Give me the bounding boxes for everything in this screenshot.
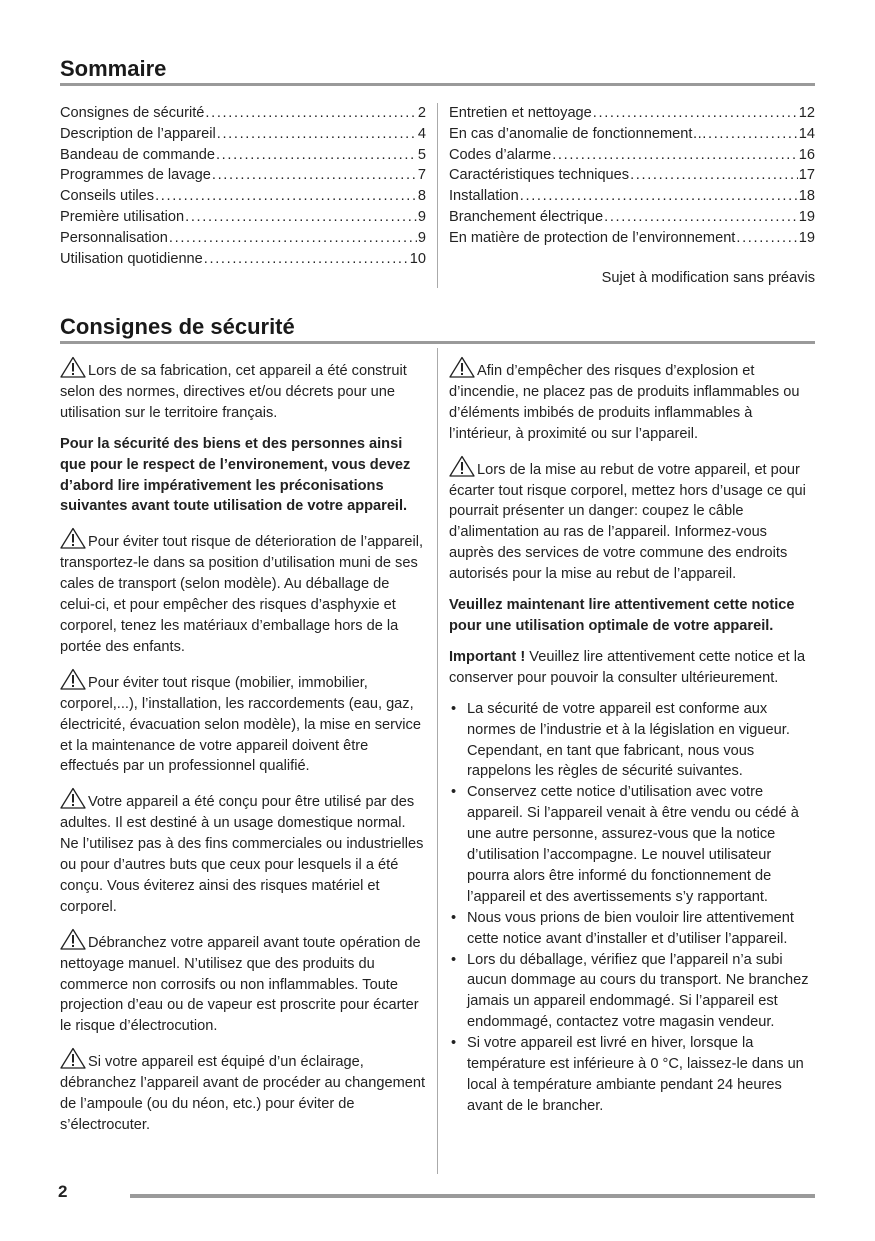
toc-entry-page: 16	[798, 146, 815, 163]
toc-title: Sommaire	[60, 56, 167, 81]
toc-entry-page: 9	[417, 229, 426, 246]
safety-bullet-list	[449, 699, 815, 1117]
toc-leader-dots	[708, 124, 798, 145]
toc-entry	[449, 124, 815, 145]
safety-paragraph: Votre appareil a été conçu pour être utilisé par des adultes. Il est destiné à un usage domestique normal. Ne l’utilisez pas à des fins commerciales ou industrielles ou pour d’autres buts que ceux pour lesquels il a été conçu. Vous éviterez ainsi des risques matériel et corporel.	[60, 787, 426, 917]
toc-entry-label: Consignes de sécurité	[60, 105, 205, 121]
toc-entry-page: 8	[417, 188, 426, 205]
safety-paragraph: Pour éviter tout risque (mobilier, immobilier, corporel,...), l’installation, les raccordements (eau, gaz, électricité, évacuation selon modèle), la mise en service et la maintenance de votre appareil doivent être effectués par un professionnel qualifié.	[60, 668, 426, 778]
toc-leader-dots	[630, 165, 798, 186]
toc-entry-label: Première utilisation	[60, 208, 185, 225]
toc-leader-dots	[217, 124, 417, 145]
modification-note: Sujet à modification sans préavis	[601, 270, 815, 286]
toc-left-column	[60, 103, 426, 269]
toc-entry-page: 14	[798, 125, 815, 142]
toc-entry-label: En cas d’anomalie de fonctionnement…	[449, 125, 707, 142]
safety-left-column	[60, 356, 426, 1146]
warning-triangle-icon	[60, 356, 86, 378]
toc-entry	[60, 186, 426, 207]
toc-leader-dots	[169, 228, 417, 249]
toc-entry-label: Programmes de lavage	[60, 167, 211, 184]
toc-entry-label: Description de l’appareil	[60, 125, 216, 142]
list-item: • La sécurité de votre appareil est conforme aux normes de l’industrie et à la législation en vigueur. Cependant, en tant que fabricant, nous vous rappelons les règles de sécurité suivantes.	[449, 699, 815, 783]
safety-bold-paragraph: Veuillez maintenant lire attentivement cette notice pour une utilisation optimale de votre appareil.	[449, 597, 795, 634]
page-number: 2	[58, 1182, 68, 1201]
toc-entry	[60, 249, 426, 270]
toc-entry	[449, 103, 815, 124]
important-paragraph: Important ! Veuillez lire attentivement cette notice et la conserver pour pouvoir la consulter ultérieurement.	[449, 648, 806, 686]
toc-entry	[60, 124, 426, 145]
toc-entry-page: 17	[798, 167, 815, 184]
toc-leader-dots	[604, 207, 798, 228]
safety-bold-paragraph: Pour la sécurité des biens et des personnes ainsi que pour le respect de l’environement, vous devez d’abord lire impérativement les préconisations suivantes avant toute utilisation de votre appareil.	[60, 435, 411, 515]
list-item: • Nous vous prions de bien vouloir lire attentivement cette notice avant d’installer et d’utiliser l’appareil.	[449, 908, 815, 950]
toc-entry	[449, 228, 815, 249]
toc-entry-page: 5	[417, 146, 426, 163]
toc-entry-page: 9	[417, 208, 426, 225]
toc-leader-dots	[212, 165, 417, 186]
warning-triangle-icon	[449, 455, 475, 477]
toc-right-column	[449, 103, 815, 249]
toc-entry-page: 2	[417, 105, 426, 121]
safety-divider	[437, 348, 438, 1174]
safety-right-column	[449, 356, 815, 1117]
toc-entry-label: Caractéristiques techniques	[449, 167, 630, 184]
toc-entry-label: Personnalisation	[60, 229, 168, 246]
toc-entry	[60, 165, 426, 186]
toc-entry	[60, 103, 426, 124]
toc-leader-dots	[593, 103, 798, 124]
toc-entry-page: 19	[798, 208, 815, 225]
safety-paragraph: Pour éviter tout risque de déterioration de l’appareil, transportez-le dans sa position d’utilisation muni de ses cales de transport (selon modèle). Au déballage de celui-ci, et pour empêcher des risques d’asphyxie et corporel, tenez les matériaux d’emballage hors de la portée des enfants.	[60, 527, 426, 657]
toc-leader-dots	[155, 186, 417, 207]
safety-paragraph: Lors de sa fabrication, cet appareil a été construit selon des normes, directives et/ou décrets pour une utilisation sur le territoire français.	[60, 356, 426, 424]
warning-triangle-icon	[449, 356, 475, 378]
toc-entry	[60, 228, 426, 249]
toc-entry-page: 7	[417, 167, 426, 184]
toc-entry-page: 19	[798, 229, 815, 246]
toc-entry-label: Branchement électrique	[449, 208, 604, 225]
footer-rule	[130, 1194, 815, 1198]
toc-entry-label: Installation	[449, 188, 519, 205]
toc-entry	[449, 145, 815, 166]
toc-entry	[60, 207, 426, 228]
toc-title-rule	[60, 83, 815, 86]
warning-triangle-icon	[60, 668, 86, 690]
toc-entry-label: Utilisation quotidienne	[60, 250, 203, 267]
toc-leader-dots	[216, 145, 417, 166]
toc-leader-dots	[205, 103, 416, 124]
toc-entry-label: En matière de protection de l’environnement	[449, 229, 736, 246]
safety-paragraph: Afin d’empêcher des risques d’explosion et d’incendie, ne placez pas de produits inflammables ou d’éléments imbibés de produits inflammables à l’intérieur, à proximité ou sur l’appareil.	[449, 356, 815, 445]
toc-entry-page: 10	[409, 250, 426, 267]
safety-paragraph: Débranchez votre appareil avant toute opération de nettoyage manuel. N’utilisez que des produits du commerce non corrosifs ou non inflammables. Toute projection d’eau ou de vapeur est proscrite pour écarter le risque d’électrocution.	[60, 928, 426, 1038]
toc-entry	[449, 207, 815, 228]
list-item: • Lors du déballage, vérifiez que l’appareil n’a subi aucun dommage au cours du transport. Ne branchez jamais un appareil endommagé. Si l’appareil est endommagé, contactez votre magasin vendeur.	[449, 950, 815, 1034]
warning-triangle-icon	[60, 787, 86, 809]
warning-triangle-icon	[60, 928, 86, 950]
toc-entry	[449, 165, 815, 186]
toc-leader-dots	[736, 228, 797, 249]
warning-triangle-icon	[60, 527, 86, 549]
toc-entry-page: 12	[798, 105, 815, 121]
safety-title: Consignes de sécurité	[60, 314, 295, 339]
toc-leader-dots	[552, 145, 798, 166]
list-item: • Conservez cette notice d’utilisation avec votre appareil. Si l’appareil venait à être vendu ou cédé à une autre personne, assurez-vous que la notice d’utilisation l’accompagne. Le nouvel utilisateur pourra alors être informé du fonctionnement de l’appareil et des avertissements s’y rapportant.	[449, 782, 815, 907]
toc-leader-dots	[520, 186, 798, 207]
safety-paragraph: Lors de la mise au rebut de votre appareil, et pour écarter tout risque corporel, mettez hors d’usage ce qui pourrait présenter un danger: coupez le câble d’alimentation au ras de l’appareil. Informez-vous auprès des services de votre commune des endroits autorisés pour la mise au rebut de l’appareil.	[449, 455, 815, 585]
toc-divider	[437, 103, 438, 288]
toc-entry-label: Conseils utiles	[60, 188, 155, 205]
toc-leader-dots	[185, 207, 417, 228]
toc-entry-label: Bandeau de commande	[60, 146, 215, 163]
safety-paragraph: Si votre appareil est équipé d’un éclairage, débranchez l’appareil avant de procéder au changement de l’ampoule (ou du néon, etc.) pour éviter de s’électrocuter.	[60, 1047, 426, 1136]
toc-entry-label: Entretien et nettoyage	[449, 105, 592, 121]
toc-entry	[449, 186, 815, 207]
toc-entry-page: 18	[798, 188, 815, 205]
toc-leader-dots	[204, 249, 409, 270]
safety-title-rule	[60, 341, 815, 344]
warning-triangle-icon	[60, 1047, 86, 1069]
toc-entry-label: Codes d’alarme	[449, 146, 552, 163]
list-item: • Si votre appareil est livré en hiver, lorsque la température est inférieure à 0 °C, laissez-le dans un local à température ambiante pendant 24 heures avant de le brancher.	[449, 1033, 815, 1117]
toc-entry-page: 4	[417, 125, 426, 142]
toc-entry	[60, 145, 426, 166]
